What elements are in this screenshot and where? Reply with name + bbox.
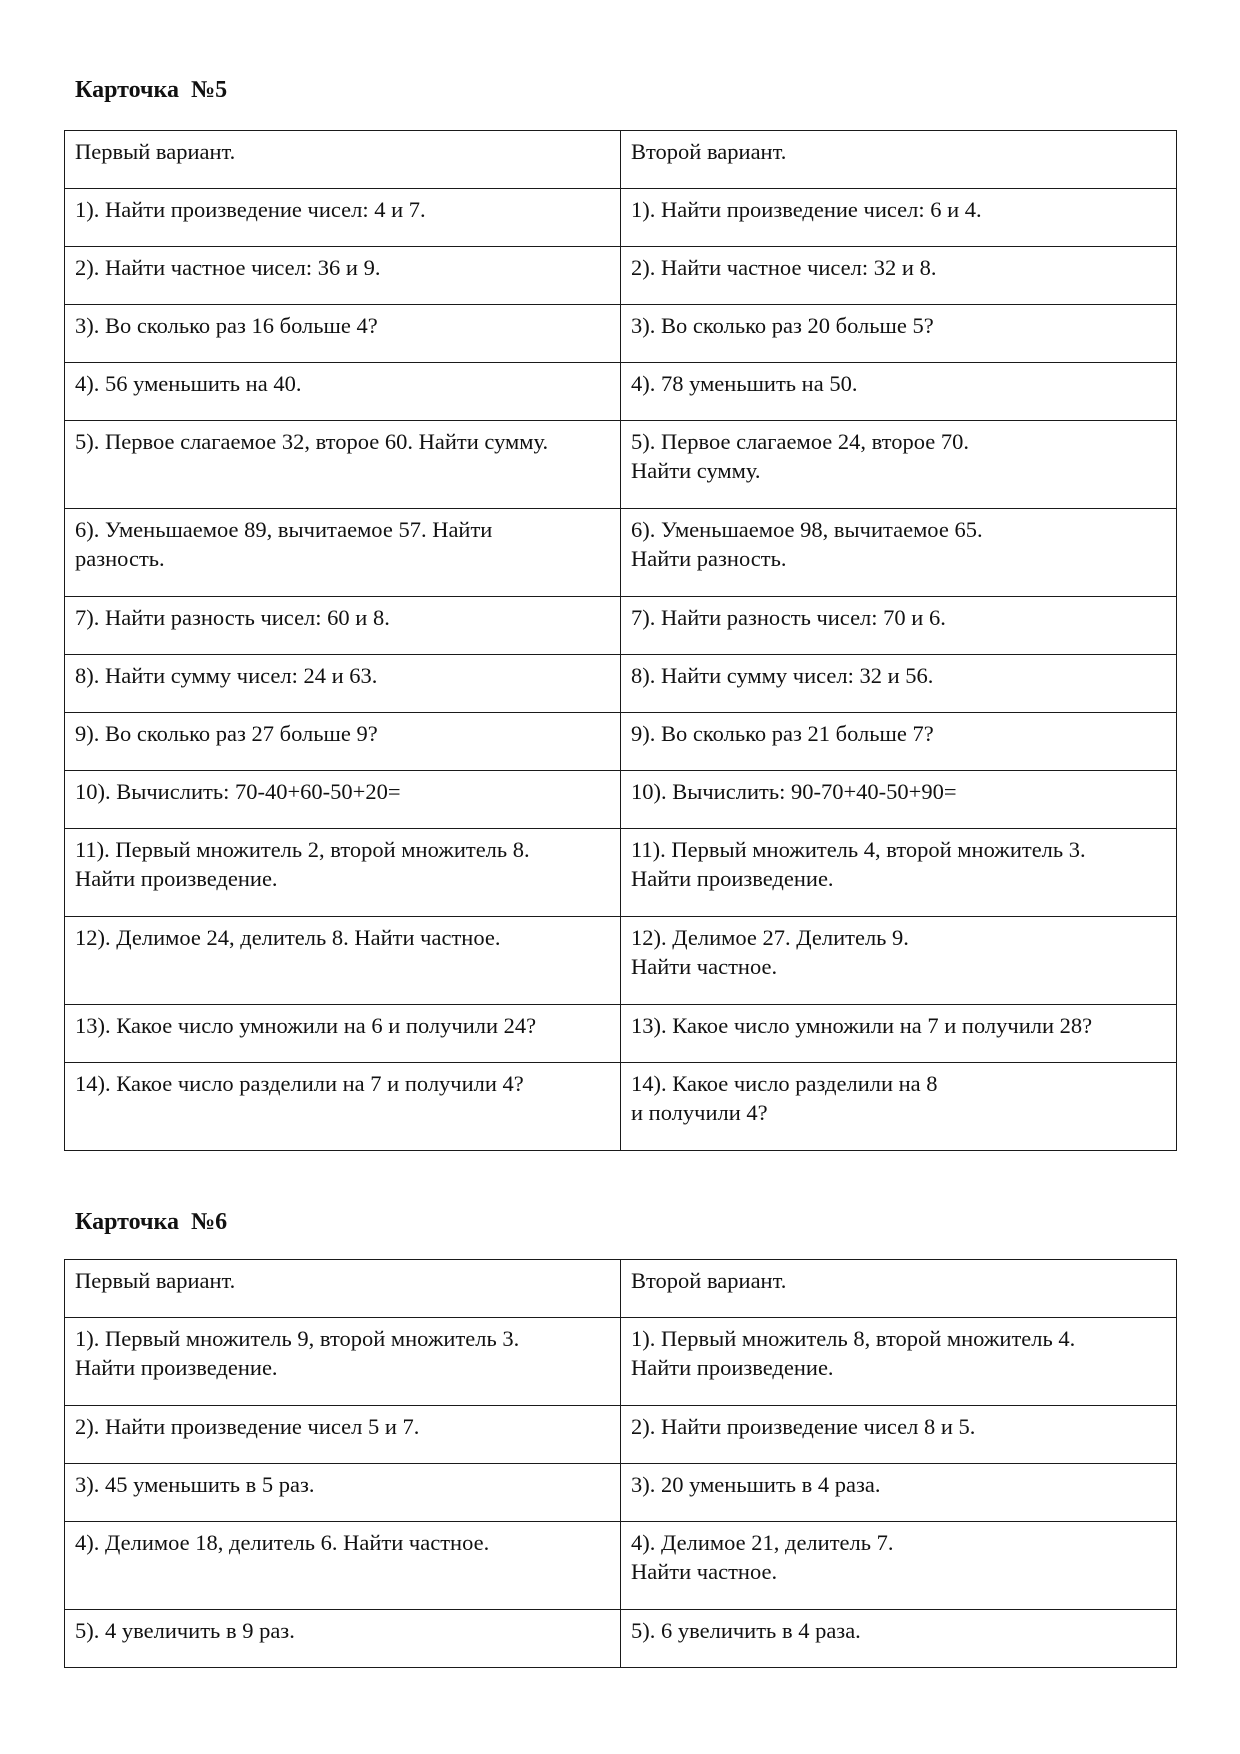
task-cell-right: 5). Первое слагаемое 24, второе 70. Найти сумму. — [621, 421, 1177, 509]
task-cell-right: 5). 6 увеличить в 4 раза. — [621, 1610, 1177, 1668]
table-row — [65, 509, 1177, 597]
table-row — [65, 771, 1177, 829]
task-cell-left: 5). 4 увеличить в 9 раз. — [65, 1610, 621, 1668]
variant-2-header: Второй вариант. — [621, 131, 1177, 189]
task-cell-right: 8). Найти сумму чисел: 32 и 56. — [621, 655, 1177, 713]
card-6-table — [64, 1259, 1177, 1668]
task-cell-left: 1). Найти произведение чисел: 4 и 7. — [65, 189, 621, 247]
table-row — [65, 131, 1177, 189]
task-cell-left: 11). Первый множитель 2, второй множитель 8. Найти произведение. — [65, 829, 621, 917]
task-cell-right: 11). Первый множитель 4, второй множитель 3. Найти произведение. — [621, 829, 1177, 917]
task-cell-right: 14). Какое число разделили на 8 и получили 4? — [621, 1063, 1177, 1151]
task-cell-right: 13). Какое число умножили на 7 и получили 28? — [621, 1005, 1177, 1063]
table-row — [65, 1260, 1177, 1318]
task-cell-left: 1). Первый множитель 9, второй множитель 3. Найти произведение. — [65, 1318, 621, 1406]
table-row — [65, 305, 1177, 363]
variant-2-header: Второй вариант. — [621, 1260, 1177, 1318]
task-cell-left: 6). Уменьшаемое 89, вычитаемое 57. Найти разность. — [65, 509, 621, 597]
task-cell-left: 4). 56 уменьшить на 40. — [65, 363, 621, 421]
task-cell-right: 3). 20 уменьшить в 4 раза. — [621, 1464, 1177, 1522]
table-row — [65, 1464, 1177, 1522]
task-cell-right: 12). Делимое 27. Делитель 9. Найти частное. — [621, 917, 1177, 1005]
task-cell-right: 4). Делимое 21, делитель 7. Найти частное. — [621, 1522, 1177, 1610]
table-row — [65, 189, 1177, 247]
table-row — [65, 1610, 1177, 1668]
task-cell-left: 3). 45 уменьшить в 5 раз. — [65, 1464, 621, 1522]
task-cell-left: 7). Найти разность чисел: 60 и 8. — [65, 597, 621, 655]
task-cell-left: 9). Во сколько раз 27 больше 9? — [65, 713, 621, 771]
card-6-title: Карточка №6 — [75, 1209, 228, 1235]
task-cell-left: 8). Найти сумму чисел: 24 и 63. — [65, 655, 621, 713]
task-cell-left: 12). Делимое 24, делитель 8. Найти частное. — [65, 917, 621, 1005]
task-cell-right: 7). Найти разность чисел: 70 и 6. — [621, 597, 1177, 655]
table-row — [65, 713, 1177, 771]
task-cell-right: 9). Во сколько раз 21 больше 7? — [621, 713, 1177, 771]
table-row — [65, 655, 1177, 713]
task-cell-right: 6). Уменьшаемое 98, вычитаемое 65. Найти разность. — [621, 509, 1177, 597]
table-row — [65, 247, 1177, 305]
task-cell-right: 1). Первый множитель 8, второй множитель 4. Найти произведение. — [621, 1318, 1177, 1406]
table-row — [65, 363, 1177, 421]
card-5-table — [64, 130, 1177, 1151]
table-row — [65, 917, 1177, 1005]
variant-1-header: Первый вариант. — [65, 1260, 621, 1318]
table-row — [65, 1406, 1177, 1464]
task-cell-left: 4). Делимое 18, делитель 6. Найти частное. — [65, 1522, 621, 1610]
table-row — [65, 1318, 1177, 1406]
task-cell-left: 13). Какое число умножили на 6 и получили 24? — [65, 1005, 621, 1063]
table-row — [65, 1522, 1177, 1610]
card-5-title: Карточка №5 — [75, 77, 228, 103]
table-row — [65, 597, 1177, 655]
task-cell-left: 10). Вычислить: 70-40+60-50+20= — [65, 771, 621, 829]
task-cell-left: 5). Первое слагаемое 32, второе 60. Найти сумму. — [65, 421, 621, 509]
table-row — [65, 829, 1177, 917]
task-cell-right: 1). Найти произведение чисел: 6 и 4. — [621, 189, 1177, 247]
task-cell-right: 2). Найти произведение чисел 8 и 5. — [621, 1406, 1177, 1464]
table-row — [65, 1063, 1177, 1151]
task-cell-right: 10). Вычислить: 90-70+40-50+90= — [621, 771, 1177, 829]
task-cell-right: 2). Найти частное чисел: 32 и 8. — [621, 247, 1177, 305]
task-cell-right: 3). Во сколько раз 20 больше 5? — [621, 305, 1177, 363]
task-cell-left: 2). Найти произведение чисел 5 и 7. — [65, 1406, 621, 1464]
table-row — [65, 1005, 1177, 1063]
task-cell-left: 14). Какое число разделили на 7 и получили 4? — [65, 1063, 621, 1151]
task-cell-left: 2). Найти частное чисел: 36 и 9. — [65, 247, 621, 305]
task-cell-left: 3). Во сколько раз 16 больше 4? — [65, 305, 621, 363]
task-cell-right: 4). 78 уменьшить на 50. — [621, 363, 1177, 421]
variant-1-header: Первый вариант. — [65, 131, 621, 189]
table-row — [65, 421, 1177, 509]
